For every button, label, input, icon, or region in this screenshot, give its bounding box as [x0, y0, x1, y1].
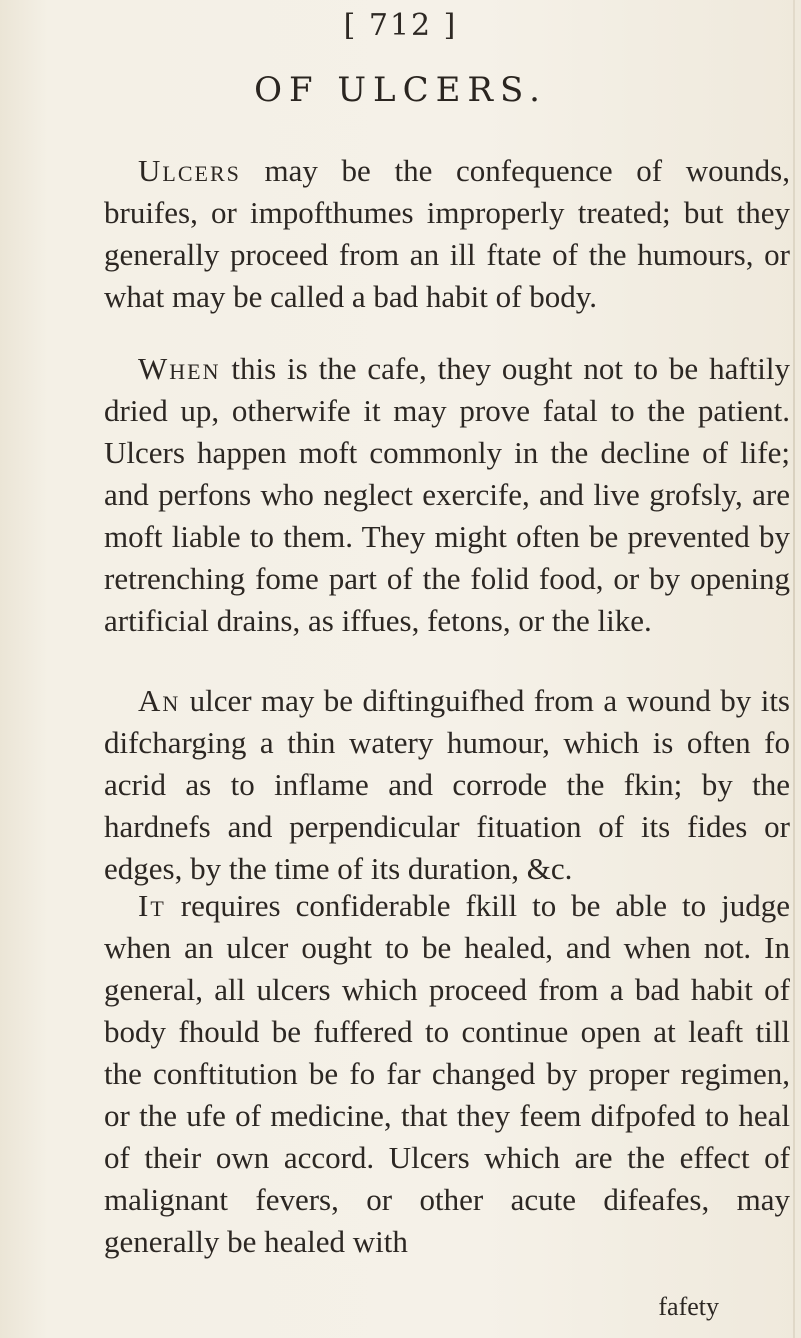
paragraph-3: [104, 680, 790, 890]
paragraph-4: [104, 885, 790, 1263]
paragraph-lead-word: An: [138, 683, 181, 718]
paragraph-text: may be the confequence of wounds, bruifes, or impofthumes improperly treated; but they generally proceed from an ill ftate of the humours, or what may be called a bad habit of body.: [104, 153, 790, 314]
paragraph-lead-word: When: [138, 351, 221, 386]
paragraph-lead-word: It: [138, 888, 166, 923]
paragraph-lead-word: Ulcers: [138, 153, 241, 188]
chapter-heading: OF ULCERS.: [254, 70, 547, 110]
paragraph-text: requires confiderable fkill to be able to judge when an ulcer ought to be healed, and when not. In general, all ulcers which proceed from a bad habit of body fhould be fuffered to continue open at leaft till the conftitution be fo far changed by proper regimen, or the ufe of medicine, that they feem difpofed to heal of their own accord. Ulcers which are the effect of malignant fevers, or other acute difeafes, may generally be healed with: [104, 888, 790, 1259]
page-edge-shadow: [793, 0, 795, 1338]
paragraph-text: ulcer may be diftinguifhed from a wound by its difcharging a thin watery humour, which is often fo acrid as to inflame and corrode the fkin; by the hardnefs and perpendicular fituation of its fides or edges, by the time of its duration, &c.: [104, 683, 790, 886]
page-number: [ 712 ]: [343, 8, 458, 43]
paragraph-2: [104, 348, 790, 642]
paragraph-text: this is the cafe, they ought not to be haftily dried up, otherwife it may prove fatal to the patient. Ulcers happen moft commonly in the decline of life; and perfons who neglect exercife, and live grofsly, are moft liable to them. They might often be prevented by retrenching fome part of the folid food, or by opening artificial drains, as iffues, fetons, or the like.: [104, 351, 790, 638]
paragraph-1: [104, 150, 790, 318]
catchword: fafety: [658, 1292, 719, 1321]
